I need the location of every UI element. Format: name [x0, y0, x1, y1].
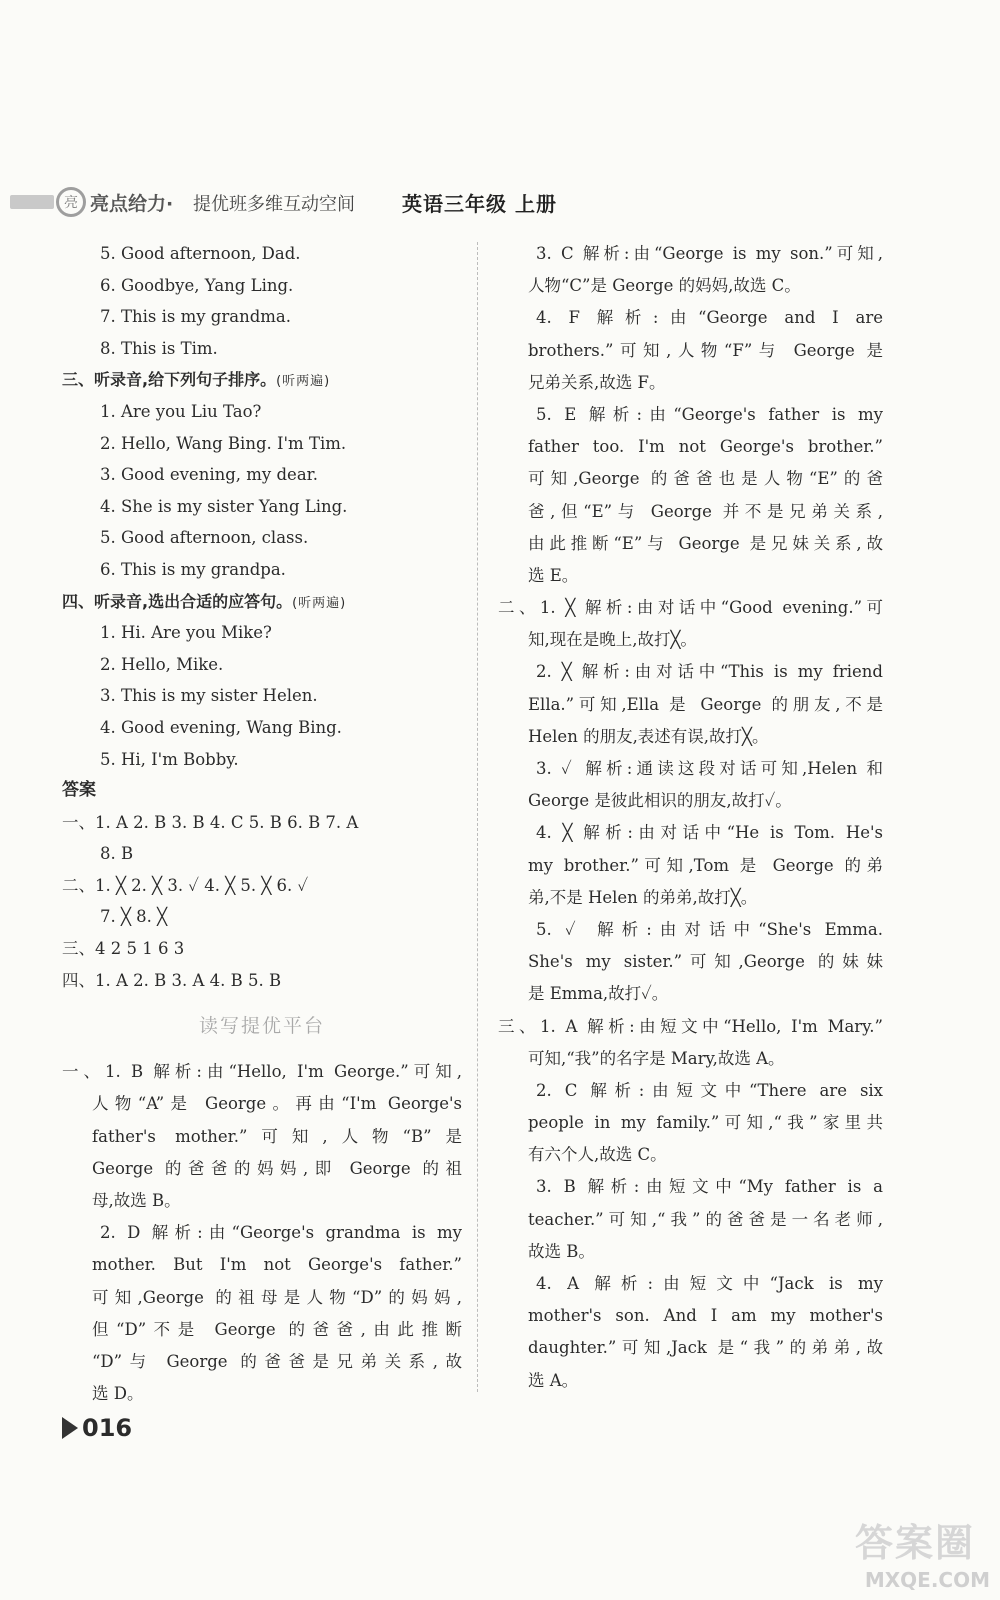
platform-title: 读写提优平台	[198, 1015, 325, 1038]
text-line	[498, 592, 883, 624]
text-line	[498, 850, 883, 882]
text-line	[62, 1121, 462, 1153]
text-line	[498, 1107, 883, 1139]
line-text: 选 D。	[92, 1384, 144, 1404]
left-text-block	[62, 238, 462, 996]
text-line	[498, 270, 883, 302]
line-text: 二、1. ╳ 2. ╳ 3. ✓ 4. ╳ 5. ╳ 6. ✓	[62, 875, 309, 895]
line-text: mother. But I'm not George's father.”	[92, 1255, 462, 1275]
line-text: 6. This is my grandpa.	[100, 559, 286, 579]
text-line	[62, 807, 462, 839]
line-text: 4. Good evening, Wang Bing.	[100, 717, 342, 737]
line-text: 3. ✓ 解析:通读这段对话可知,Helen 和	[536, 759, 883, 778]
text-line	[62, 870, 462, 902]
column-divider	[477, 242, 478, 1392]
text-line	[62, 617, 462, 649]
line-text: 2. Hello, Mike.	[100, 654, 224, 674]
text-line	[498, 238, 883, 270]
line-text: 三、4 2 5 1 6 3	[62, 939, 185, 959]
line-text: 可知,George 的爸爸也是人物“E”的爸	[528, 469, 883, 489]
text-line	[62, 744, 462, 776]
text-line	[62, 1217, 462, 1249]
text-line	[62, 838, 462, 870]
text-line	[62, 522, 462, 554]
answer-heading	[62, 775, 462, 807]
line-text: daughter.”可知,Jack 是“我”的弟弟,故	[528, 1338, 883, 1358]
brand-name: 亮点给力·	[90, 193, 174, 215]
text-line	[498, 1139, 883, 1171]
text-line	[62, 712, 462, 744]
book-title: 英语三年级 上册	[402, 192, 557, 216]
text-line	[498, 560, 883, 592]
line-text: 4. ╳ 解析:由对话中“He is Tom. He's	[536, 823, 883, 843]
line-text: 爸,但“E”与 George 并不是兄弟关系,	[528, 501, 883, 521]
text-line	[498, 1204, 883, 1236]
text-line	[498, 1300, 883, 1332]
text-line	[62, 1282, 462, 1314]
line-text: 5. ✓ 解析:由对话中“She's Emma.	[536, 919, 883, 939]
listen-twice-note: (听两遍)	[276, 374, 331, 390]
text-line	[62, 649, 462, 681]
text-line	[498, 496, 883, 528]
text-line	[62, 1088, 462, 1120]
line-text: 7. This is my grandma.	[100, 307, 292, 327]
line-text: 3. Good evening, my dear.	[100, 465, 318, 485]
text-line	[498, 1075, 883, 1107]
text-line	[498, 1011, 883, 1043]
line-text: father's mother.”可知,人物“B”是	[92, 1126, 462, 1146]
right-text-block	[498, 238, 883, 1397]
line-text: 人物“C”是 George 的妈妈,故选 C。	[528, 276, 801, 296]
line-text: 7. ╳ 8. ╳	[100, 907, 168, 927]
text-line	[62, 1153, 462, 1185]
line-text: 由此推断“E”与 George 是兄妹关系,故	[528, 533, 883, 553]
text-line	[498, 946, 883, 978]
text-line	[62, 1185, 462, 1217]
text-line	[498, 689, 883, 721]
line-text: 2. C 解析:由短文中“There are six	[536, 1080, 883, 1100]
line-text: 8. This is Tim.	[100, 338, 218, 358]
text-line	[498, 978, 883, 1010]
line-text: 知,现在是晚上,故打╳。	[528, 630, 697, 650]
line-text: 1. Are you Liu Tao?	[100, 401, 262, 421]
line-text: Ella.”可知,Ella 是 George 的朋友,不是	[528, 694, 883, 714]
text-line	[498, 785, 883, 817]
line-text: 四、听录音,选出合适的应答句。	[62, 591, 293, 611]
line-text: 答案	[62, 780, 96, 801]
watermark-url: MXQE.COM	[864, 1568, 990, 1592]
line-text: 兄弟关系,故选 F。	[528, 372, 666, 392]
text-line	[498, 753, 883, 785]
left-column	[62, 238, 462, 1410]
line-text: 2. ╳ 解析:由对话中“This is my friend	[536, 662, 883, 682]
line-text: George 是彼此相识的朋友,故打✓。	[528, 791, 792, 811]
watermark-text: 答案圈	[854, 1521, 975, 1565]
right-column	[498, 238, 883, 1397]
left-explain-block	[62, 1056, 462, 1410]
line-text: 故选 B。	[528, 1241, 595, 1261]
text-line	[498, 1043, 883, 1075]
line-text: 3. C 解析:由“George is my son.”可知,	[536, 244, 883, 263]
text-line	[498, 656, 883, 688]
line-text: 是 Emma,故打✓。	[528, 984, 669, 1004]
line-text: 8. B	[100, 844, 134, 864]
text-line	[62, 901, 462, 933]
text-line	[498, 1332, 883, 1364]
line-text: 一、1. B 解析:由“Hello, I'm George.”可知,	[62, 1062, 462, 1082]
line-text: 但“D”不是 George 的爸爸,由此推断	[92, 1319, 462, 1339]
line-text: 二、1. ╳ 解析:由对话中“Good evening.”可	[498, 598, 883, 618]
line-text: 可知,“我”的名字是 Mary,故选 A。	[528, 1048, 785, 1068]
text-line	[62, 396, 462, 428]
line-text: 2. D 解析:由“George's grandma is my	[100, 1223, 462, 1243]
line-text: 3. B 解析:由短文中“My father is a	[536, 1177, 883, 1197]
text-line	[62, 491, 462, 523]
text-line	[498, 431, 883, 463]
line-text: 4. She is my sister Yang Ling.	[100, 496, 348, 516]
section-heading	[62, 586, 462, 618]
line-text: 5. Hi, I'm Bobby.	[100, 749, 239, 769]
line-text: mother's son. And I am my mother's	[528, 1306, 883, 1326]
page-number: 016	[82, 1414, 133, 1442]
line-text: 四、1. A 2. B 3. A 4. B 5. B	[62, 970, 282, 990]
line-text: 6. Goodbye, Yang Ling.	[100, 275, 294, 295]
series-name: 提优班多维互动空间	[193, 194, 355, 215]
text-line	[498, 528, 883, 560]
text-line	[62, 933, 462, 965]
text-line	[498, 721, 883, 753]
line-text: 选 E。	[528, 565, 579, 585]
line-text: 2. Hello, Wang Bing. I'm Tim.	[100, 433, 347, 453]
text-line	[62, 301, 462, 333]
text-line	[62, 554, 462, 586]
text-line	[498, 1365, 883, 1397]
line-text: 1. Hi. Are you Mike?	[100, 623, 272, 643]
text-line	[62, 1346, 462, 1378]
text-line	[62, 1378, 462, 1410]
line-text: 人物“A”是 George。再由“I'm George's	[92, 1094, 462, 1114]
brand-logo-glyph: 亮	[64, 195, 78, 211]
line-text: 弟,不是 Helen 的弟弟,故打╳。	[528, 887, 758, 907]
text-line	[498, 1236, 883, 1268]
line-text: 4. F 解析:由“George and I are	[536, 308, 883, 328]
line-text: people in my family.”可知,“我”家里共	[528, 1113, 883, 1133]
text-line	[62, 680, 462, 712]
text-line	[498, 882, 883, 914]
page-footer	[62, 1413, 132, 1443]
line-text: 三、听录音,给下列句子排序。	[62, 370, 277, 390]
text-line	[498, 1268, 883, 1300]
text-line	[62, 270, 462, 302]
play-triangle-icon	[62, 1417, 78, 1439]
line-text: father too. I'm not George's brother.”	[528, 437, 883, 457]
text-line	[62, 965, 462, 997]
text-line	[498, 463, 883, 495]
line-text: 3. This is my sister Helen.	[100, 686, 318, 706]
line-text: 有六个人,故选 C。	[528, 1145, 667, 1165]
line-text: 5. E 解析:由“George's father is my	[536, 404, 883, 424]
text-line	[498, 367, 883, 399]
line-text: 一、1. A 2. B 3. B 4. C 5. B 6. B 7. A	[62, 812, 359, 832]
line-text: Helen 的朋友,表述有误,故打╳。	[528, 726, 769, 746]
text-line	[498, 1171, 883, 1203]
line-text: teacher.”可知,“我”的爸爸是一名老师,	[528, 1209, 883, 1229]
text-line	[62, 333, 462, 365]
line-text: 5. Good afternoon, class.	[100, 528, 309, 548]
text-line	[62, 1249, 462, 1281]
line-text: 5. Good afternoon, Dad.	[100, 244, 301, 263]
brand-logo-icon	[56, 187, 86, 217]
line-text: 可知,George 的祖母是人物“D”的妈妈,	[92, 1287, 462, 1307]
line-text: 选 A。	[528, 1370, 579, 1390]
line-text: “D”与 George 的爸爸是兄弟关系,故	[92, 1351, 462, 1371]
line-text: 母,故选 B。	[92, 1191, 181, 1210]
listen-twice-note: (听两遍)	[292, 595, 347, 611]
line-text: She's my sister.”可知,George 的妹妹	[528, 952, 883, 972]
header-decor-bar	[10, 195, 54, 209]
text-line	[498, 302, 883, 334]
text-line	[498, 624, 883, 656]
text-line	[62, 459, 462, 491]
text-line	[62, 238, 462, 270]
line-text: George 的爸爸的妈妈,即 George 的祖	[92, 1158, 462, 1178]
line-text: my brother.”可知,Tom 是 George 的弟	[528, 855, 883, 875]
text-line	[498, 399, 883, 431]
page-header	[10, 183, 610, 223]
watermark	[800, 1512, 990, 1592]
line-text: 三、1. A 解析:由短文中“Hello, I'm Mary.”	[498, 1016, 883, 1036]
section-heading	[62, 364, 462, 396]
text-line	[498, 914, 883, 946]
text-line	[498, 817, 883, 849]
text-line	[62, 1056, 462, 1088]
text-line	[62, 1314, 462, 1346]
line-text: 4. A 解析:由短文中“Jack is my	[536, 1274, 883, 1293]
text-line	[62, 428, 462, 460]
line-text: brothers.”可知,人物“F”与 George 是	[528, 340, 883, 360]
text-line	[498, 335, 883, 367]
